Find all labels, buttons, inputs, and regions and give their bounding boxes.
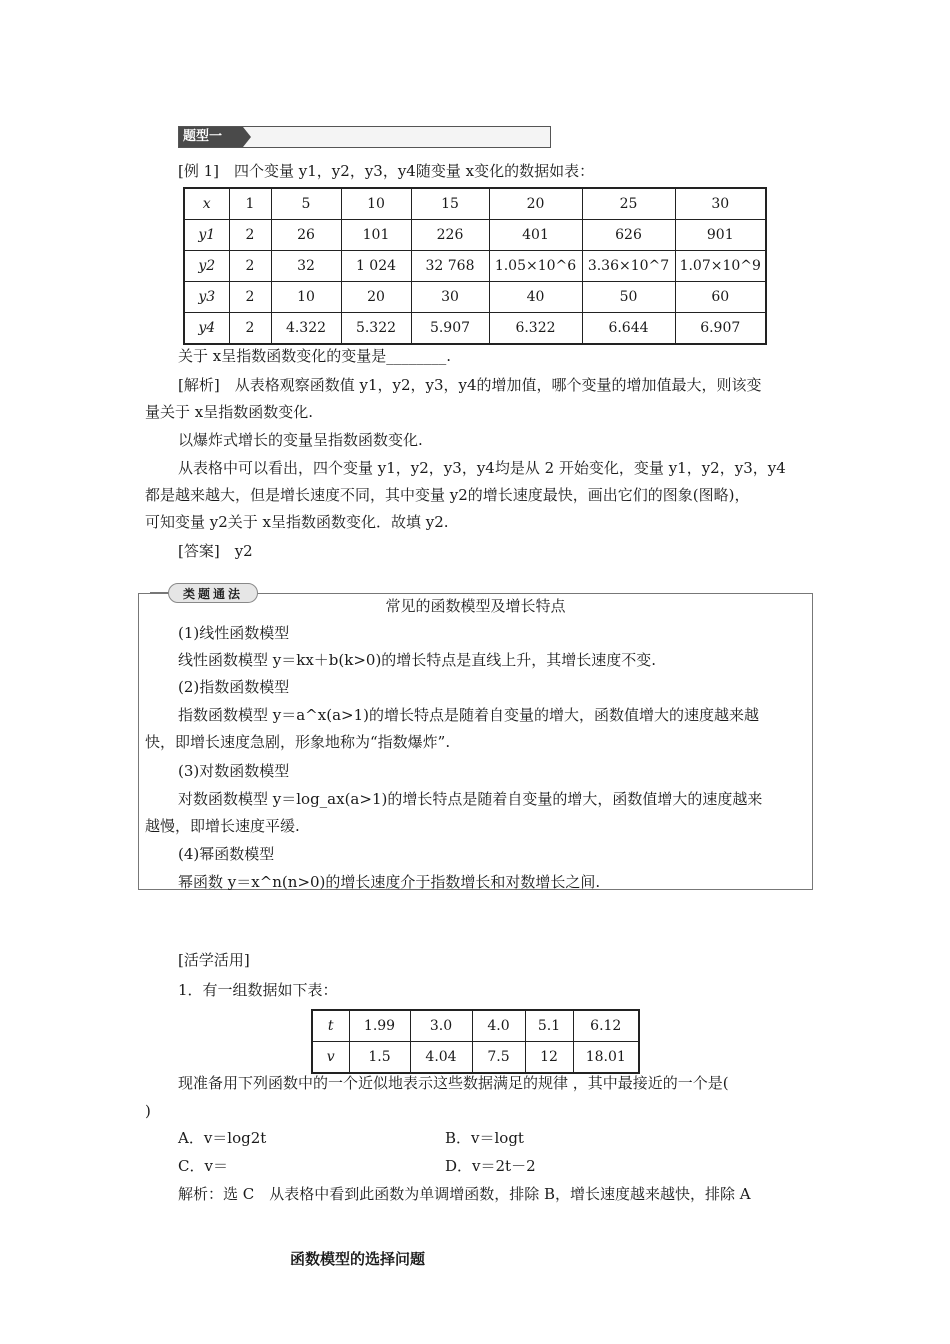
analysis-line-5: 都是越来越大，但是增长速度不同，其中变量 y2的增长速度最快，画出它们的图象(图略)，: [145, 486, 750, 504]
table-cell: 3.0: [410, 1010, 472, 1042]
section-header-bar: [178, 126, 551, 148]
table-cell: x: [184, 188, 229, 220]
table-cell: 1.05×10^6: [489, 251, 582, 282]
option-d: D．v＝2t－2: [445, 1157, 536, 1175]
table-cell: y1: [184, 220, 229, 251]
table-row: [184, 251, 766, 282]
table-cell: 6.322: [489, 313, 582, 345]
analysis-line-3: 以爆炸式增长的变量呈指数函数变化.: [178, 431, 423, 449]
method-line: 线性函数模型 y＝kx＋b(k>0)的增长特点是直线上升，其增长速度不变.: [178, 651, 657, 669]
table-row: [312, 1042, 639, 1074]
example-intro: [例 1] 四个变量 y1，y2，y3，y4随变量 x变化的数据如表：: [178, 162, 595, 180]
table-cell: 1.5: [349, 1042, 410, 1074]
table-cell: 20: [489, 188, 582, 220]
table-cell: 15: [411, 188, 489, 220]
analysis-line-4: 从表格中可以看出，四个变量 y1，y2，y3，y4均是从 2 开始变化，变量 y1，y2，y3，y4: [178, 459, 786, 477]
table-cell: 226: [411, 220, 489, 251]
table-cell: 18.01: [573, 1042, 639, 1074]
table-cell: 12: [525, 1042, 573, 1074]
table-cell: 40: [489, 282, 582, 313]
method-line: (3)对数函数模型: [178, 762, 290, 780]
table-cell: 1.99: [349, 1010, 410, 1042]
table-cell: y3: [184, 282, 229, 313]
bottom-heading: 函数模型的选择问题: [290, 1250, 426, 1268]
practice-data-table: [311, 1009, 640, 1074]
table-cell: 6.12: [573, 1010, 639, 1042]
table-cell: 6.907: [675, 313, 766, 345]
table-cell: 25: [582, 188, 675, 220]
table-cell: 1: [229, 188, 271, 220]
method-line: (4)幂函数模型: [178, 845, 275, 863]
table-cell: 4.0: [472, 1010, 525, 1042]
table-cell: 5.907: [411, 313, 489, 345]
analysis-line-1: [解析] 从表格观察函数值 y1，y2，y3，y4的增加值，哪个变量的增加值最大，则该变: [178, 376, 762, 394]
method-title: 常见的函数模型及增长特点: [385, 597, 566, 615]
table-cell: 2: [229, 282, 271, 313]
method-line: 幂函数 y＝x^n(n>0)的增长速度介于指数增长和对数增长之间.: [178, 873, 601, 891]
practice-question-1: 1．有一组数据如下表：: [178, 981, 338, 999]
table-cell: v: [312, 1042, 349, 1074]
table-cell: 2: [229, 313, 271, 345]
table-row: [312, 1010, 639, 1042]
table-cell: 30: [411, 282, 489, 313]
table-cell: 2: [229, 251, 271, 282]
table-cell: 626: [582, 220, 675, 251]
table-cell: 10: [271, 282, 341, 313]
option-b: B．v＝logt: [445, 1129, 524, 1147]
table-cell: 32: [271, 251, 341, 282]
table-cell: 6.644: [582, 313, 675, 345]
practice-label: [活学活用]: [178, 951, 250, 969]
practice-stem-line-2: ): [145, 1102, 151, 1120]
table-cell: 20: [341, 282, 411, 313]
example-data-table: [183, 187, 767, 345]
table-cell: 4.04: [410, 1042, 472, 1074]
method-line: 越慢，即增长速度平缓.: [145, 817, 300, 835]
table-row: [184, 313, 766, 345]
practice-stem-line-1: 现准备用下列函数中的一个近似地表示这些数据满足的规律 ，其中最接近的一个是(: [178, 1074, 729, 1092]
table-cell: 2: [229, 220, 271, 251]
table-cell: 1.07×10^9: [675, 251, 766, 282]
method-line: 对数函数模型 y＝log_ax(a>1)的增长特点是随着自变量的增大，函数值增大的速度越来: [178, 790, 763, 808]
section-label: 题型一: [179, 127, 243, 147]
table-cell: 26: [271, 220, 341, 251]
table-cell: t: [312, 1010, 349, 1042]
table-cell: 5.322: [341, 313, 411, 345]
table-row: [184, 282, 766, 313]
table-cell: 401: [489, 220, 582, 251]
table-cell: 32 768: [411, 251, 489, 282]
table-row: [184, 188, 766, 220]
method-line: (1)线性函数模型: [178, 624, 290, 642]
option-a: A．v＝log2t: [178, 1129, 267, 1147]
analysis-line-2: 量关于 x呈指数函数变化.: [145, 403, 313, 421]
table-cell: 4.322: [271, 313, 341, 345]
method-line: 指数函数模型 y＝a^x(a>1)的增长特点是随着自变量的增大，函数值增大的速度越来越: [178, 706, 759, 724]
table-cell: y2: [184, 251, 229, 282]
table-cell: y4: [184, 313, 229, 345]
example-question: 关于 x呈指数函数变化的变量是________.: [178, 347, 451, 365]
answer-line: [答案] y2: [178, 542, 253, 560]
method-box-top-edge: [150, 592, 170, 593]
table-row: [184, 220, 766, 251]
table-cell: 7.5: [472, 1042, 525, 1074]
table-cell: 50: [582, 282, 675, 313]
method-line: (2)指数函数模型: [178, 678, 290, 696]
option-c: C．v＝: [178, 1157, 228, 1175]
table-cell: 30: [675, 188, 766, 220]
table-cell: 10: [341, 188, 411, 220]
table-cell: 101: [341, 220, 411, 251]
table-cell: 5.1: [525, 1010, 573, 1042]
table-cell: 1 024: [341, 251, 411, 282]
practice-solution: 解析：选 C 从表格中看到此函数为单调增函数，排除 B，增长速度越来越快，排除 A: [178, 1185, 751, 1203]
method-line: 快，即增长速度急剧，形象地称为“指数爆炸”.: [145, 733, 451, 751]
method-tag-badge: 类题通法: [168, 583, 258, 603]
table-cell: 5: [271, 188, 341, 220]
table-cell: 901: [675, 220, 766, 251]
analysis-line-6: 可知变量 y2关于 x呈指数函数变化．故填 y2.: [145, 513, 449, 531]
table-cell: 60: [675, 282, 766, 313]
table-cell: 3.36×10^7: [582, 251, 675, 282]
